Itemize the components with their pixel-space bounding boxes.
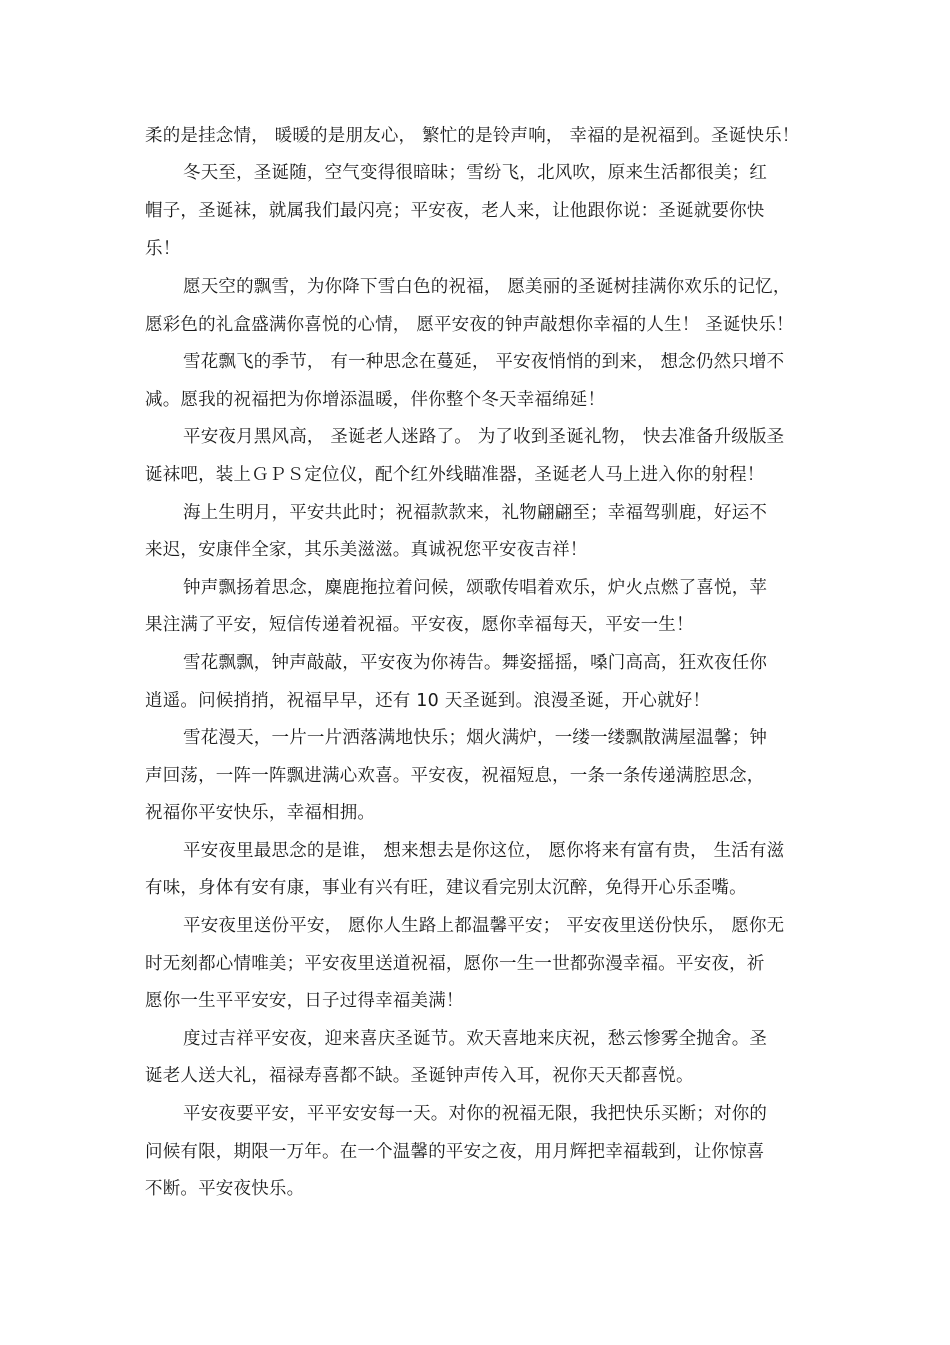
text-line: 钟声飘扬着思念，麋鹿拖拉着问候，颂歌传唱着欢乐，炉火点燃了喜悦，苹	[183, 578, 768, 598]
text-line: 来迟，安康伴全家，其乐美滋滋。真诚祝您平安夜吉祥！	[145, 540, 588, 560]
text-line: 有味，身体有安有康，事业有兴有旺，建议看完别太沉醉，免得开心乐歪嘴。	[145, 878, 747, 898]
text-line: 海上生明月，平安共此时；祝福款款来，礼物翩翩至；幸福驾驯鹿，好运不	[183, 503, 768, 523]
text-line: 雪花漫天，一片一片洒落满地快乐；烟火满炉，一缕一缕飘散满屋温馨；钟	[183, 728, 768, 748]
text-line: 平安夜要平安，平平安安每一天。对你的祝福无限，我把快乐买断；对你的	[183, 1104, 768, 1124]
text-line: 诞袜吧，装上ＧＰＳ定位仪，配个红外线瞄准器，圣诞老人马上进入你的射程！	[145, 465, 765, 485]
text-line: 乐！	[145, 239, 181, 259]
text-line: 问候有限，期限一万年。在一个温馨的平安之夜，用月辉把幸福载到，让你惊喜	[145, 1142, 765, 1162]
text-line: 果注满了平安，短信传递着祝福。平安夜，愿你幸福每天，平安一生！	[145, 615, 694, 635]
text-line: 愿彩色的礼盒盛满你喜悦的心情， 愿平安夜的钟声敲想你幸福的人生！ 圣诞快乐！	[145, 315, 794, 335]
text-line: 时无刻都心情唯美；平安夜里送道祝福，愿你一生一世都弥漫幸福。平安夜，祈	[145, 954, 765, 974]
text-line: 度过吉祥平安夜，迎来喜庆圣诞节。欢天喜地来庆祝，愁云惨雾全抛舍。圣	[183, 1029, 768, 1049]
text-line: 平安夜里送份平安， 愿你人生路上都温馨平安； 平安夜里送份快乐， 愿你无	[183, 916, 785, 936]
text-line: 雪花飘飘，钟声敲敲，平安夜为你祷告。舞姿摇摇，嗓门高高，狂欢夜任你	[183, 653, 768, 673]
text-line: 帽子，圣诞袜，就属我们最闪亮；平安夜，老人来，让他跟你说：圣诞就要你快	[145, 201, 765, 221]
text-line: 平安夜月黑风高， 圣诞老人迷路了。 为了收到圣诞礼物， 快去准备升级版圣	[183, 427, 785, 447]
text-line: 减。愿我的祝福把为你增添温暖，伴你整个冬天幸福绵延！	[145, 390, 606, 410]
text-line: 愿天空的飘雪，为你降下雪白色的祝福， 愿美丽的圣诞树挂满你欢乐的记忆，	[183, 277, 791, 297]
text-line: 声回荡，一阵一阵飘进满心欢喜。平安夜，祝福短息，一条一条传递满腔思念，	[145, 766, 765, 786]
text-line: 祝福你平安快乐，幸福相拥。	[145, 803, 376, 823]
text-line: 柔的是挂念情， 暖暖的是朋友心， 繁忙的是铃声响， 幸福的是祝福到。圣诞快乐！	[145, 126, 800, 146]
text-line: 雪花飘飞的季节， 有一种思念在蔓延， 平安夜悄悄的到来， 想念仍然只增不	[183, 352, 785, 372]
text-line: 诞老人送大礼，福禄寿喜都不缺。圣诞钟声传入耳，祝你天天都喜悦。	[145, 1066, 694, 1086]
text-line: 不断。平安夜快乐。	[145, 1179, 305, 1199]
text-line: 平安夜里最思念的是谁， 想来想去是你这位， 愿你将来有富有贵， 生活有滋	[183, 841, 785, 861]
text-line: 逍遥。问候捎捎，祝福早早，还有 10 天圣诞到。浪漫圣诞，开心就好！	[145, 691, 711, 711]
text-line: 冬天至，圣诞随，空气变得很暗昧；雪纷飞，北风吹，原来生活都很美；红	[183, 163, 768, 183]
text-line: 愿你一生平平安安，日子过得幸福美满！	[145, 991, 464, 1011]
